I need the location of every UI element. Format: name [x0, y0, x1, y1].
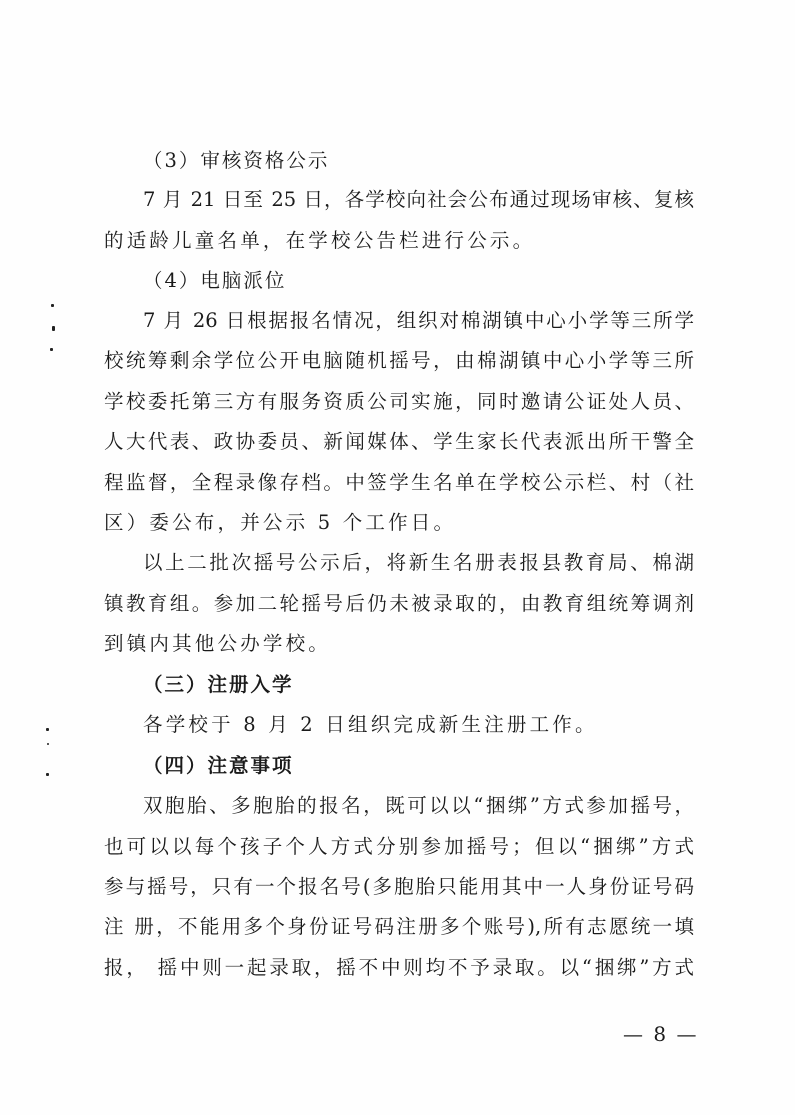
subheading-computer-allocation: （4）电脑派位 [143, 269, 287, 292]
binding-hole-mark [50, 348, 53, 351]
binding-hole-mark [52, 326, 55, 331]
paragraph-line: 的适龄儿童名单，在学校公告栏进行公示。 [104, 229, 536, 252]
binding-hole-mark [47, 743, 49, 745]
paragraph-line: 区）委公布，并公示 5 个工作日。 [104, 511, 457, 534]
paragraph-line: 镇教育组。参加二轮摇号后仍未被录取的，由教育组统筹调剂 [104, 592, 694, 615]
paragraph-line: 到镇内其他公办学校。 [104, 632, 332, 655]
paragraph-line: 参与摇号，只有一个报名号(多胞胎只能用其中一人身份证号码 [104, 875, 694, 898]
paragraph-line: 注 册，不能用多个身份证号码注册多个账号),所有志愿统一填 [104, 915, 694, 938]
paragraph-line: 校统筹剩余学位公开电脑随机摇号，由棉湖镇中心小学等三所 [104, 349, 694, 372]
paragraph-line: 程监督，全程录像存档。中签学生名单在学校公示栏、村（社 [104, 471, 694, 494]
paragraph-line: 人大代表、政协委员、新闻媒体、学生家长代表派出所干警全 [104, 430, 694, 453]
binding-hole-mark [46, 773, 49, 776]
paragraph-line: 各学校于 8 月 2 日组织完成新生注册工作。 [143, 713, 598, 736]
page-number: — 8 — [623, 1022, 699, 1046]
section-heading-registration: （三）注册入学 [143, 673, 294, 696]
paragraph-line: 学校委托第三方有服务资质公司实施，同时邀请公证处人员、 [104, 390, 694, 413]
paragraph-line: 7 月 21 日至 25 日，各学校向社会公布通过现场审核、复核 [143, 188, 694, 211]
binding-hole-mark [51, 304, 54, 307]
paragraph-line: 以上二批次摇号公示后，将新生名册表报县教育局、棉湖 [143, 551, 694, 574]
subheading-review-qualification: （3）审核资格公示 [143, 149, 330, 172]
section-heading-notes: （四）注意事项 [143, 754, 294, 777]
paragraph-line: 7 月 26 日根据报名情况，组织对棉湖镇中心小学等三所学 [143, 309, 694, 332]
paragraph-line: 双胞胎、多胞胎的报名，既可以以“捆绑”方式参加摇号， [143, 794, 694, 817]
paragraph-line: 也可以以每个孩子个人方式分别参加摇号；但以“捆绑”方式 [104, 835, 694, 858]
binding-hole-mark [46, 728, 49, 731]
paragraph-line: 报， 摇中则一起录取，摇不中则均不予录取。以“捆绑”方式 [104, 956, 694, 979]
